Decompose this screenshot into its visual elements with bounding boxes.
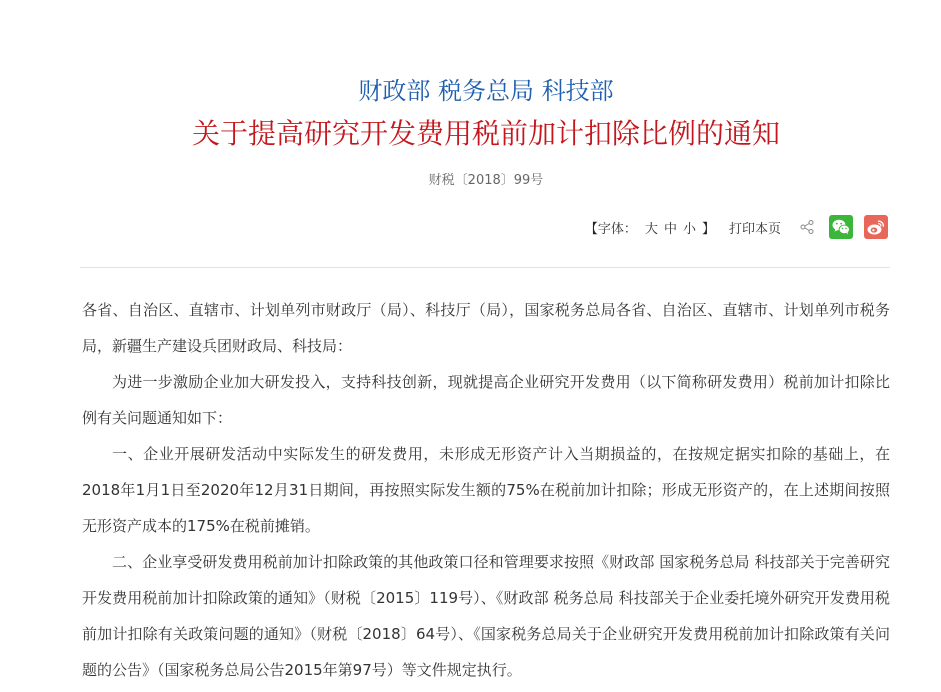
bracket-close: 】 [701, 221, 715, 237]
print-page-link[interactable]: 打印本页 [728, 221, 781, 237]
weibo-icon [866, 218, 886, 236]
bracket-open: 【 [584, 221, 598, 237]
wechat-share-button[interactable] [829, 215, 853, 239]
article-toolbar [585, 213, 888, 241]
wechat-icon [831, 218, 851, 236]
addressee-paragraph: 各省、自治区、直辖市、计划单列市财政厅（局）、科技厅（局），国家税务总局各省、自治区、直辖市、计划单列市税务局，新疆生产建设兵团财政局、科技局： [82, 301, 890, 355]
article-body [82, 292, 890, 688]
font-size-medium-button[interactable]: 中 [663, 221, 677, 237]
font-size-label: 字体： [597, 221, 637, 237]
clause-two-paragraph: 二、企业享受研发费用税前加计扣除政策的其他政策口径和管理要求按照《财政部 国家税务总局 科技部关于完善研究开发费用税前加计扣除政策的通知》（财税〔2015〕119号）、《财政部 税务总局 科技部关于企业委托境外研究开发费用税前加计扣除有关政策问题的通知》（财税〔2018〕64号）、《国家税务总局关于企业研究开发费用税前加计扣除政策有关问题的公告》（国家税务总局公告2015年第97号）等文件规定执行。 [82, 553, 890, 679]
font-size-small-button[interactable]: 小 [682, 221, 696, 237]
font-size-large-button[interactable]: 大 [644, 221, 658, 237]
document-number: 财税〔2018〕99号 [428, 173, 544, 188]
weibo-share-button[interactable] [864, 215, 888, 239]
share-icon[interactable] [799, 219, 815, 235]
page-title: 关于提高研究开发费用税前加计扣除比例的通知 [191, 117, 780, 150]
intro-paragraph: 为进一步激励企业加大研发投入，支持科技创新，现就提高企业研究开发费用（以下简称研发费用）税前加计扣除比例有关问题通知如下： [82, 373, 890, 427]
header-divider [80, 267, 890, 268]
clause-one-paragraph: 一、企业开展研发活动中实际发生的研发费用，未形成无形资产计入当期损益的，在按规定据实扣除的基础上，在2018年1月1日至2020年12月31日期间，再按照实际发生额的75%在税前加计扣除；形成无形资产的，在上述期间按照无形资产成本的175%在税前摊销。 [82, 445, 890, 535]
issuing-departments: 财政部 税务总局 科技部 [358, 77, 614, 105]
